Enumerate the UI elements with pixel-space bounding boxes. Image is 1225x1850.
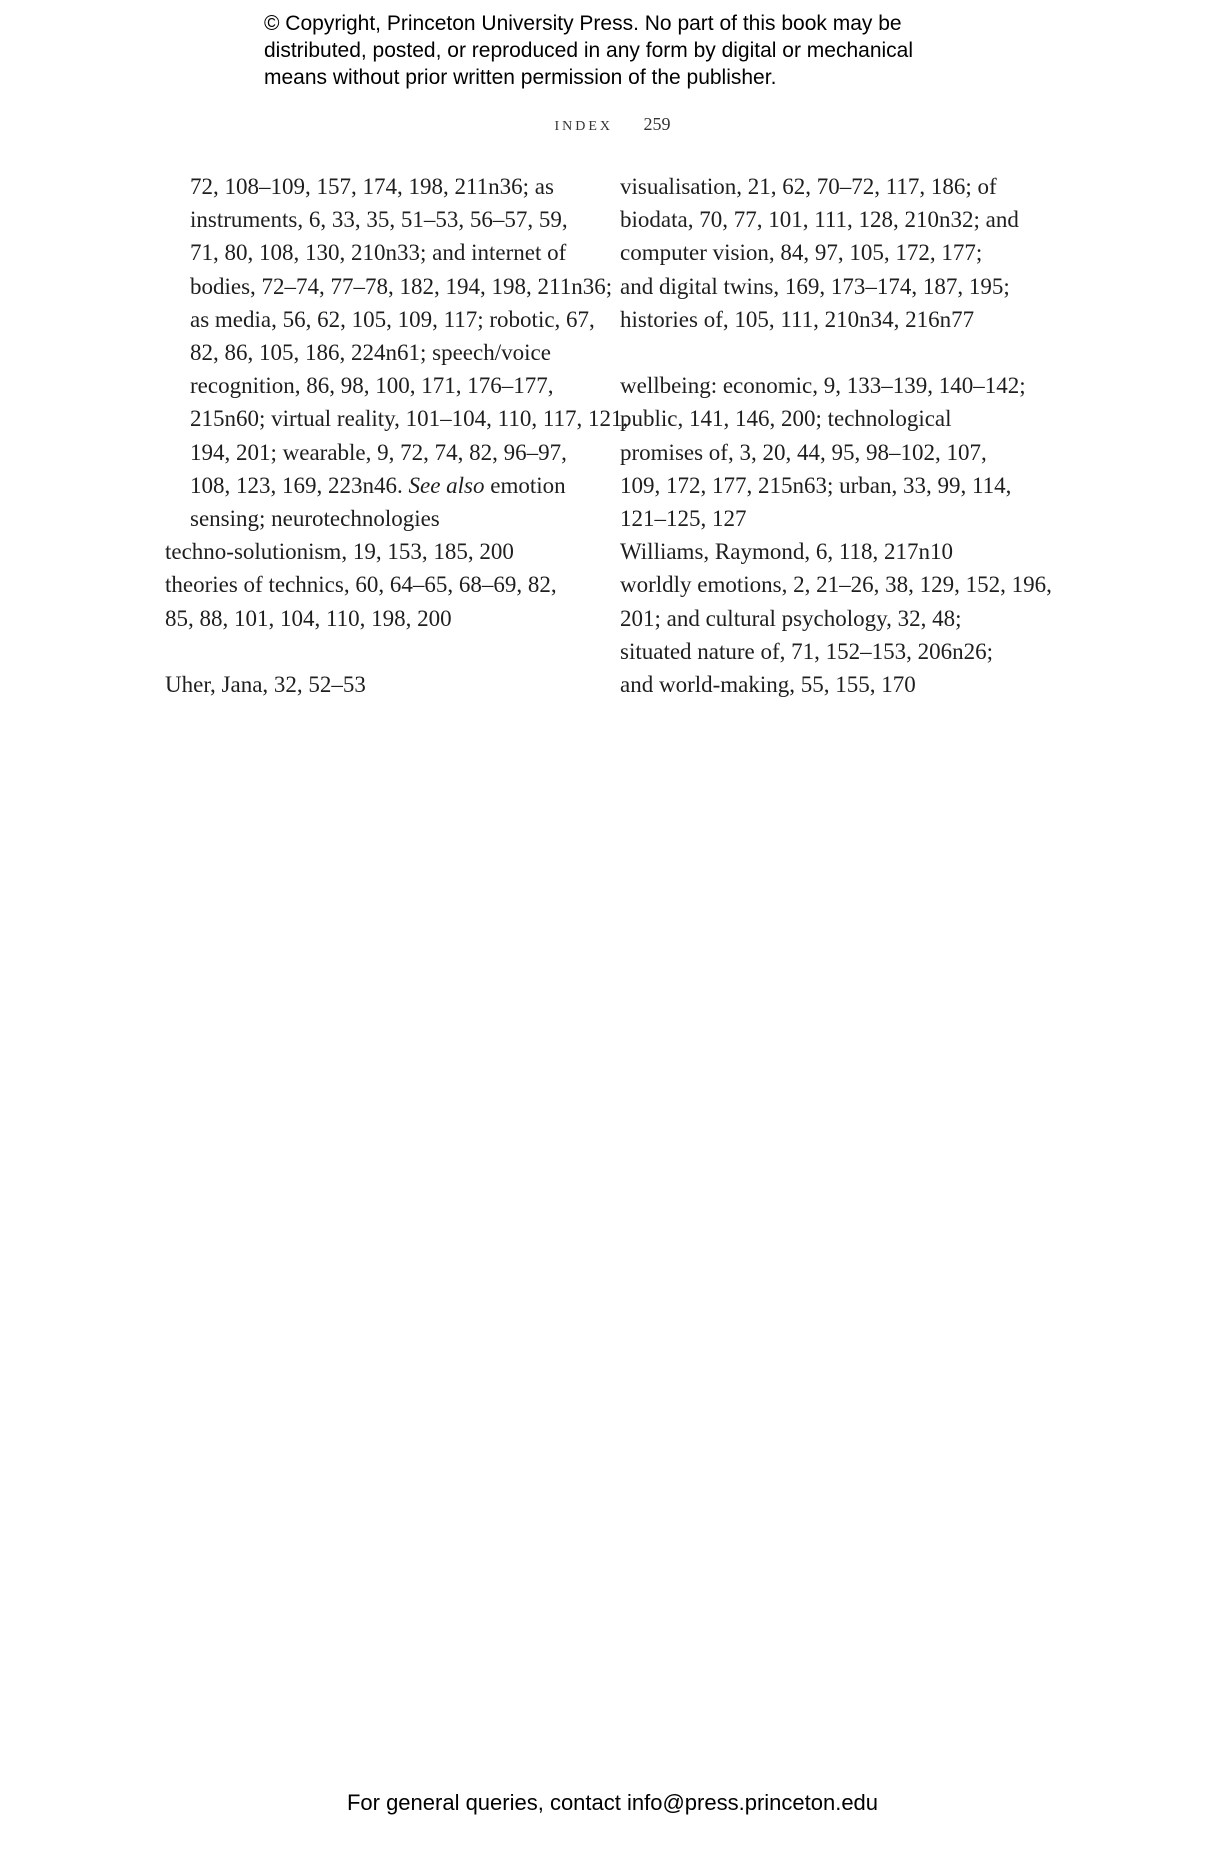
see-also-label: See also <box>408 472 485 498</box>
index-column-right <box>620 170 1060 701</box>
copyright-line: distributed, posted, or reproduced in any form by digital or mechanical <box>264 39 914 62</box>
index-line: and digital twins, 169, 173–174, 187, 195; <box>620 273 1010 299</box>
index-line: as media, 56, 62, 105, 109, 117; robotic, 67, <box>190 306 595 332</box>
index-line: theories of technics, 60, 64–65, 68–69, 82, <box>165 572 557 598</box>
running-head <box>0 113 1225 136</box>
index-entry <box>620 535 1060 568</box>
index-line: visualisation, 21, 62, 70–72, 117, 186; of <box>620 174 997 199</box>
index-line: wellbeing: economic, 9, 133–139, 140–142; <box>620 373 1026 399</box>
index-line: 194, 201; wearable, 9, 72, 74, 82, 96–97, <box>190 439 567 465</box>
index-line: bodies, 72–74, 77–78, 182, 194, 198, 211n36; <box>190 273 613 299</box>
index-line: worldly emotions, 2, 21–26, 38, 129, 152, 196, <box>620 572 1052 598</box>
index-line: 121–125, 127 <box>620 506 747 532</box>
index-line: biodata, 70, 77, 101, 111, 128, 210n32; and <box>620 207 1019 233</box>
copyright-line: means without prior written permission of the publisher. <box>264 66 777 89</box>
copyright-line: © Copyright, Princeton University Press. No part of this book may be <box>264 12 902 35</box>
index-line: techno-solutionism, 19, 153, 185, 200 <box>165 539 514 565</box>
index-line: computer vision, 84, 97, 105, 172, 177; <box>620 240 983 266</box>
index-line: 215n60; virtual reality, 101–104, 110, 117, 121, <box>190 406 629 432</box>
letter-group-gap <box>620 336 1060 369</box>
index-line: recognition, 86, 98, 100, 171, 176–177, <box>190 373 554 399</box>
index-entry <box>165 568 585 634</box>
index-text: emotion <box>484 472 566 498</box>
index-line: Uher, Jana, 32, 52–53 <box>165 672 366 698</box>
index-line: 201; and cultural psychology, 32, 48; <box>620 605 962 631</box>
index-line: 72, 108–109, 157, 174, 198, 211n36; as <box>190 174 554 199</box>
running-head-title: index <box>554 113 614 135</box>
index-line-see-also <box>190 469 585 502</box>
copyright-notice <box>264 10 1024 91</box>
index-entry <box>165 668 585 701</box>
index-line: 85, 88, 101, 104, 110, 198, 200 <box>165 605 452 631</box>
index-line: instruments, 6, 33, 35, 51–53, 56–57, 59, <box>190 207 568 233</box>
index-entry-continuation <box>165 170 629 535</box>
page-number: 259 <box>643 114 671 134</box>
index-line: 109, 172, 177, 215n63; urban, 33, 99, 114, <box>620 472 1012 498</box>
index-line: Williams, Raymond, 6, 118, 217n10 <box>620 539 953 565</box>
index-line: sensing; neurotechnologies <box>190 506 440 532</box>
index-line: 71, 80, 108, 130, 210n33; and internet of <box>190 240 567 266</box>
index-line: 82, 86, 105, 186, 224n61; speech/voice <box>190 340 551 366</box>
index-line: and world-making, 55, 155, 170 <box>620 672 916 698</box>
footer-contact: For general queries, contact info@press.princeton.edu <box>346 1790 879 1815</box>
index-line: histories of, 105, 111, 210n34, 216n77 <box>620 306 975 332</box>
index-line: promises of, 3, 20, 44, 95, 98–102, 107, <box>620 439 987 465</box>
index-entry <box>620 369 1060 535</box>
letter-group-gap <box>165 635 585 668</box>
index-line: situated nature of, 71, 152–153, 206n26; <box>620 638 994 664</box>
index-entry <box>165 535 585 568</box>
index-entry <box>620 170 1060 336</box>
index-line: public, 141, 146, 200; technological <box>620 406 952 432</box>
index-text: 108, 123, 169, 223n46. <box>190 472 409 498</box>
index-column-left <box>165 170 629 701</box>
index-entry <box>620 568 1060 701</box>
